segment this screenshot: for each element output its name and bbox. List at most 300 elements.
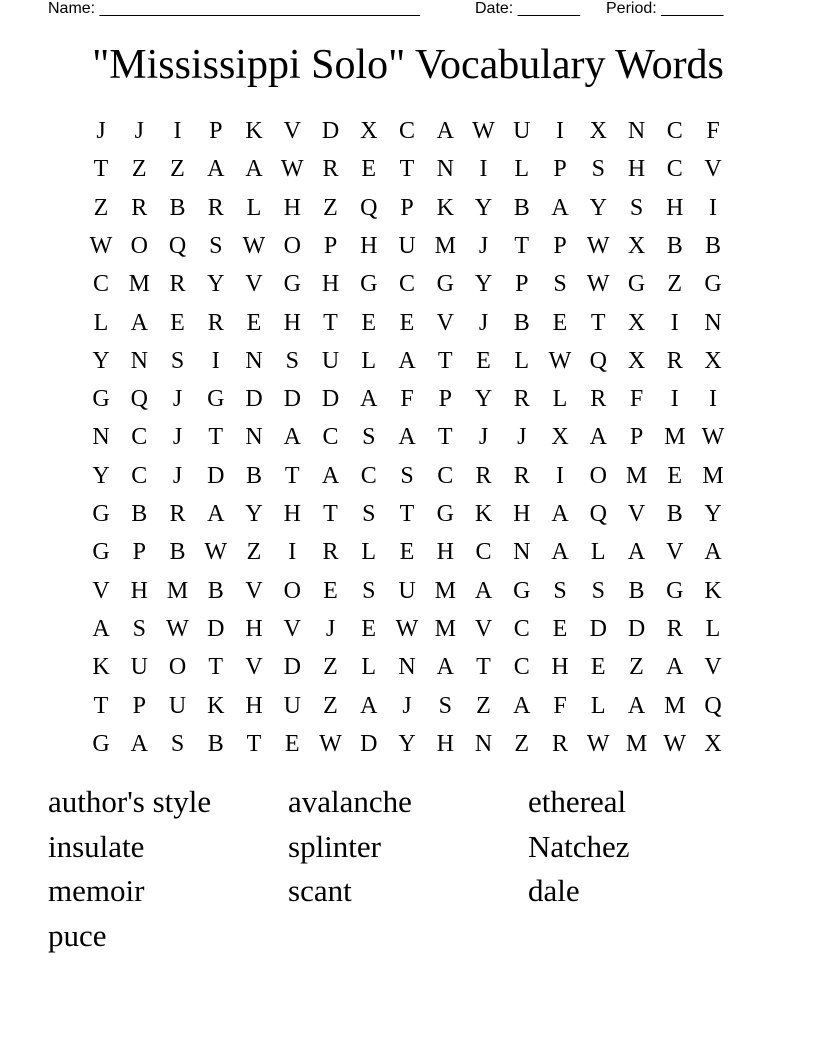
grid-letter: Y — [589, 194, 607, 221]
grid-letter: W — [242, 232, 266, 259]
grid-letter: J — [402, 692, 412, 719]
grid-letter: W — [89, 232, 113, 259]
grid-letter: T — [514, 232, 530, 259]
grid-letter: E — [667, 462, 683, 489]
grid-letter: H — [513, 501, 531, 527]
grid-letter: A — [704, 539, 722, 566]
grid-letter: S — [362, 577, 376, 604]
grid-letter: K — [92, 654, 110, 681]
grid-letter: I — [173, 118, 182, 144]
grid-letter: J — [172, 424, 183, 451]
grid-letter: J — [478, 424, 489, 451]
grid-letter: M — [434, 232, 456, 259]
grid-letter: B — [169, 539, 186, 566]
grid-letter: B — [131, 501, 148, 527]
grid-letter: N — [398, 654, 416, 681]
grid-letter: C — [437, 462, 454, 489]
grid-letter: Y — [92, 462, 110, 489]
grid-letter: C — [398, 271, 415, 298]
grid-letter: I — [556, 118, 564, 144]
grid-letter: T — [246, 730, 262, 757]
grid-letter: I — [556, 462, 564, 489]
grid-letter: M — [625, 462, 648, 489]
grid-letter: U — [168, 692, 187, 719]
grid-letter: E — [399, 309, 415, 336]
grid-letter: C — [131, 462, 148, 489]
grid-letter: A — [130, 309, 148, 336]
grid-letter: S — [629, 194, 644, 221]
grid-letter: P — [553, 156, 567, 183]
grid-letter: M — [625, 730, 648, 757]
grid-letter: W — [701, 424, 725, 451]
grid-row — [82, 687, 730, 725]
grid-letter: S — [400, 462, 414, 489]
grid-letter: C — [513, 615, 530, 642]
grid-letter: Y — [207, 271, 225, 298]
grid-letter: T — [399, 501, 415, 527]
grid-letter: G — [92, 386, 110, 413]
grid-letter: F — [400, 386, 414, 413]
grid-letter: V — [245, 271, 263, 298]
grid-letter: T — [590, 309, 606, 336]
grid-letter: A — [513, 692, 531, 719]
grid-letter: L — [93, 309, 109, 336]
grid-letter: S — [591, 577, 605, 604]
word-list-item: Natchez — [528, 828, 630, 864]
grid-letter: G — [283, 271, 301, 298]
word-list-item: splinter — [288, 828, 381, 864]
grid-letter: A — [207, 156, 225, 183]
grid-letter: Y — [398, 730, 416, 757]
grid-letter: V — [92, 577, 110, 604]
grid-letter: D — [360, 730, 378, 757]
grid-row — [82, 227, 730, 265]
grid-letter: Y — [92, 347, 110, 374]
grid-letter: G — [513, 577, 531, 604]
grid-letter: U — [283, 692, 301, 719]
grid-letter: J — [96, 118, 106, 144]
grid-letter: H — [130, 577, 148, 604]
grid-letter: L — [514, 347, 530, 374]
grid-letter: O — [283, 232, 301, 259]
grid-letter: H — [283, 309, 301, 336]
grid-letter: Z — [170, 156, 185, 183]
grid-letter: V — [704, 654, 722, 681]
grid-letter: X — [589, 118, 607, 144]
grid-letter: L — [705, 615, 721, 642]
grid-letter: S — [553, 577, 567, 604]
grid-letter: P — [515, 271, 529, 298]
grid-letter: T — [437, 347, 453, 374]
grid-letter: U — [321, 347, 340, 374]
grid-letter: A — [627, 539, 646, 566]
grid-letter: I — [211, 347, 220, 374]
grid-letter: J — [517, 424, 527, 451]
grid-letter: U — [130, 654, 148, 681]
grid-letter: Z — [246, 539, 262, 566]
grid-letter: A — [551, 501, 569, 527]
grid-letter: H — [627, 156, 646, 183]
grid-letter: N — [513, 539, 531, 566]
grid-letter: Q — [168, 232, 187, 259]
grid-row — [82, 610, 730, 648]
grid-letter: A — [436, 118, 454, 144]
grid-letter: Z — [667, 271, 683, 298]
grid-letter: S — [170, 730, 185, 757]
grid-letter: Y — [474, 194, 493, 221]
grid-letter: G — [666, 577, 684, 604]
grid-letter: S — [553, 271, 567, 298]
grid-letter: J — [172, 462, 183, 489]
word-list-item: ethereal — [528, 784, 627, 819]
grid-letter: A — [207, 501, 225, 527]
grid-letter: G — [92, 539, 110, 566]
grid-letter: P — [400, 194, 414, 221]
grid-letter: A — [398, 347, 416, 374]
grid-letter: N — [627, 118, 646, 144]
grid-letter: R — [666, 347, 683, 374]
grid-letter: N — [245, 424, 263, 451]
grid-letter: R — [513, 462, 530, 489]
grid-letter: J — [478, 309, 489, 336]
grid-letter: V — [474, 615, 493, 642]
grid-letter: R — [169, 271, 186, 298]
grid-letter: A — [589, 424, 607, 451]
grid-letter: S — [209, 232, 223, 259]
word-list-item: memoir — [48, 873, 145, 908]
grid-letter: R — [513, 386, 530, 413]
grid-letter: P — [323, 232, 338, 259]
grid-letter: Z — [131, 156, 147, 183]
grid-letter: P — [132, 692, 146, 719]
word-list-item: insulate — [48, 828, 145, 864]
grid-letter: D — [245, 386, 263, 413]
grid-letter: S — [362, 501, 376, 527]
grid-letter: I — [709, 386, 717, 413]
grid-letter: H — [360, 232, 378, 259]
grid-letter: B — [666, 232, 683, 259]
grid-letter: O — [589, 462, 607, 489]
grid-letter: V — [627, 501, 646, 527]
grid-letter: W — [166, 615, 189, 642]
grid-letter: C — [475, 539, 492, 566]
grid-letter: W — [548, 347, 572, 374]
grid-letter: Z — [93, 194, 109, 221]
grid-row — [82, 189, 730, 227]
word-list-item: dale — [528, 873, 580, 908]
grid-letter: E — [590, 654, 606, 681]
grid-letter: V — [436, 309, 454, 336]
grid-letter: H — [283, 194, 301, 221]
grid-letter: P — [553, 232, 567, 259]
grid-letter: I — [479, 156, 488, 183]
grid-letter: T — [323, 501, 338, 527]
grid-letter: C — [360, 462, 377, 489]
grid-letter: W — [586, 232, 610, 259]
grid-letter: S — [170, 347, 185, 374]
grid-letter: Q — [130, 386, 148, 413]
grid-letter: D — [321, 118, 340, 144]
grid-letter: A — [474, 577, 493, 604]
grid-letter: T — [284, 462, 300, 489]
grid-letter: B — [245, 462, 262, 489]
grid-letter: L — [552, 386, 568, 413]
grid-letter: P — [629, 424, 644, 451]
grid-letter: L — [246, 194, 262, 221]
grid-letter: M — [166, 577, 189, 604]
grid-letter: T — [93, 156, 109, 183]
grid-letter: R — [590, 386, 607, 413]
grid-row — [82, 572, 730, 610]
grid-letter: P — [132, 539, 146, 566]
grid-letter: R — [131, 194, 148, 221]
grid-letter: F — [553, 692, 567, 719]
word-list-item: author's style — [48, 784, 212, 819]
grid-letter: W — [586, 730, 610, 757]
grid-letter: Z — [514, 730, 530, 757]
grid-letter: O — [130, 232, 148, 259]
grid-letter: K — [704, 577, 722, 604]
grid-letter: U — [398, 232, 416, 259]
grid-letter: P — [438, 386, 452, 413]
grid-letter: H — [321, 271, 340, 298]
grid-letter: I — [288, 539, 297, 566]
grid-letter: I — [670, 386, 679, 413]
grid-letter: O — [283, 577, 301, 604]
grid-letter: S — [285, 347, 299, 374]
grid-letter: D — [207, 615, 225, 642]
grid-letter: M — [664, 424, 686, 451]
grid-letter: W — [395, 615, 419, 642]
grid-letter: T — [476, 654, 491, 681]
grid-letter: Z — [323, 194, 338, 221]
grid-letter: E — [552, 309, 568, 336]
grid-row — [82, 418, 730, 456]
grid-letter: Y — [704, 501, 722, 527]
grid-letter: Y — [474, 271, 493, 298]
grid-letter: A — [130, 730, 148, 757]
grid-row — [82, 150, 730, 188]
period-field: Period: _______ — [606, 0, 724, 17]
grid-letter: H — [666, 194, 684, 221]
grid-letter: K — [474, 501, 493, 527]
grid-letter: G — [436, 501, 454, 527]
grid-letter: C — [666, 156, 683, 183]
grid-letter: Z — [323, 692, 338, 719]
grid-letter: Y — [474, 386, 493, 413]
grid-letter: L — [361, 654, 377, 681]
grid-row — [82, 342, 730, 380]
grid-letter: A — [436, 654, 454, 681]
grid-letter: E — [170, 309, 185, 336]
grid-letter: V — [283, 118, 301, 144]
grid-letter: R — [322, 539, 339, 566]
grid-letter: O — [168, 654, 187, 681]
grid-letter: V — [245, 577, 263, 604]
grid-letter: E — [361, 309, 377, 336]
grid-letter: G — [360, 271, 378, 298]
grid-letter: Q — [360, 194, 378, 221]
grid-letter: B — [169, 194, 186, 221]
grid-letter: G — [92, 501, 110, 527]
grid-letter: U — [398, 577, 416, 604]
grid-letter: G — [704, 271, 722, 298]
grid-letter: C — [131, 424, 148, 451]
grid-letter: X — [551, 424, 569, 451]
grid-letter: H — [436, 730, 454, 757]
grid-letter: D — [283, 654, 301, 681]
grid-row — [82, 648, 730, 686]
grid-letter: B — [513, 194, 530, 221]
grid-letter: X — [627, 309, 646, 336]
grid-row — [82, 112, 730, 150]
grid-letter: F — [706, 118, 720, 144]
grid-letter: X — [627, 232, 646, 259]
word-list-item: avalanche — [288, 784, 412, 819]
grid-letter: T — [208, 654, 224, 681]
grid-letter: C — [513, 654, 530, 681]
grid-letter: H — [283, 501, 301, 527]
grid-letter: E — [246, 309, 262, 336]
grid-letter: S — [591, 156, 605, 183]
grid-row — [82, 495, 730, 533]
grid-letter: A — [398, 424, 416, 451]
grid-letter: N — [436, 156, 454, 183]
grid-letter: H — [245, 692, 263, 719]
grid-letter: I — [709, 194, 717, 221]
grid-letter: X — [704, 730, 722, 757]
grid-letter: X — [704, 347, 722, 374]
grid-letter: M — [434, 615, 456, 642]
grid-letter: A — [627, 692, 646, 719]
grid-letter: W — [319, 730, 342, 757]
grid-letter: D — [283, 386, 301, 413]
grid-letter: Q — [589, 347, 607, 374]
grid-letter: M — [664, 692, 686, 719]
grid-letter: L — [590, 539, 606, 566]
grid-row — [82, 725, 730, 763]
grid-letter: J — [134, 118, 144, 144]
grid-letter: Z — [323, 654, 338, 681]
grid-letter: S — [362, 424, 376, 451]
grid-letter: I — [670, 309, 679, 336]
grid-letter: V — [283, 615, 301, 642]
grid-letter: E — [323, 577, 338, 604]
grid-letter: K — [245, 118, 263, 144]
page-title: "Mississippi Solo" Vocabulary Words — [92, 42, 724, 88]
grid-letter: R — [322, 156, 339, 183]
word-list-item: scant — [288, 873, 352, 908]
grid-letter: Z — [629, 654, 644, 681]
grid-letter: H — [551, 654, 569, 681]
grid-letter: R — [207, 194, 224, 221]
grid-letter: S — [438, 692, 452, 719]
grid-letter: A — [321, 462, 340, 489]
grid-letter: B — [628, 577, 645, 604]
grid-letter: H — [436, 539, 454, 566]
grid-letter: L — [590, 692, 606, 719]
grid-letter: P — [209, 118, 223, 144]
grid-letter: F — [629, 386, 644, 413]
grid-letter: D — [627, 615, 646, 642]
grid-letter: R — [551, 730, 568, 757]
grid-row — [82, 380, 730, 418]
grid-letter: D — [207, 462, 225, 489]
grid-letter: E — [284, 730, 300, 757]
grid-letter: W — [280, 156, 304, 183]
grid-letter: M — [128, 271, 150, 298]
grid-letter: G — [436, 271, 454, 298]
grid-letter: C — [398, 118, 415, 144]
grid-letter: E — [399, 539, 415, 566]
grid-letter: E — [361, 156, 377, 183]
grid-letter: B — [207, 577, 224, 604]
grid-letter: N — [245, 347, 263, 374]
grid-letter: W — [204, 539, 228, 566]
grid-letter: J — [325, 615, 336, 642]
grid-letter: W — [663, 730, 687, 757]
grid-letter: J — [478, 232, 489, 259]
grid-letter: L — [514, 156, 530, 183]
grid-letter: E — [361, 615, 377, 642]
name-field: Name: ____________________________________ — [48, 0, 420, 17]
grid-letter: N — [130, 347, 148, 374]
grid-letter: T — [208, 424, 224, 451]
grid-letter: X — [627, 347, 646, 374]
date-field: Date: _______ — [475, 0, 580, 17]
grid-letter: D — [589, 615, 607, 642]
grid-letter: A — [666, 654, 684, 681]
grid-letter: V — [704, 156, 722, 183]
grid-letter: M — [434, 577, 456, 604]
grid-row — [82, 265, 730, 303]
grid-letter: K — [436, 194, 454, 221]
grid-letter: S — [132, 615, 146, 642]
grid-letter: B — [207, 730, 224, 757]
grid-letter: T — [437, 424, 453, 451]
grid-letter: A — [283, 424, 301, 451]
grid-letter: X — [360, 118, 378, 144]
grid-letter: H — [245, 615, 263, 642]
grid-letter: A — [360, 692, 378, 719]
grid-letter: L — [361, 347, 377, 374]
grid-letter: N — [704, 309, 722, 336]
word-list-item: puce — [48, 917, 107, 953]
grid-letter: E — [552, 615, 568, 642]
grid-letter: A — [551, 194, 569, 221]
grid-letter: Z — [476, 692, 491, 719]
grid-letter: A — [551, 539, 569, 566]
grid-letter: K — [207, 692, 225, 719]
grid-letter: G — [207, 386, 225, 413]
grid-letter: N — [474, 730, 493, 757]
grid-letter: B — [704, 232, 721, 259]
grid-letter: T — [399, 156, 415, 183]
grid-letter: V — [245, 654, 263, 681]
grid-letter: R — [169, 501, 186, 527]
grid-letter: A — [92, 615, 110, 642]
grid-letter: R — [666, 615, 683, 642]
grid-letter: A — [360, 386, 378, 413]
grid-letter: G — [92, 730, 110, 757]
grid-letter: Q — [704, 692, 722, 719]
grid-letter: G — [627, 271, 646, 298]
grid-letter: E — [476, 347, 491, 374]
grid-letter: Q — [589, 501, 607, 527]
grid-row — [82, 533, 730, 571]
grid-letter: C — [92, 271, 109, 298]
grid-row — [82, 457, 730, 495]
